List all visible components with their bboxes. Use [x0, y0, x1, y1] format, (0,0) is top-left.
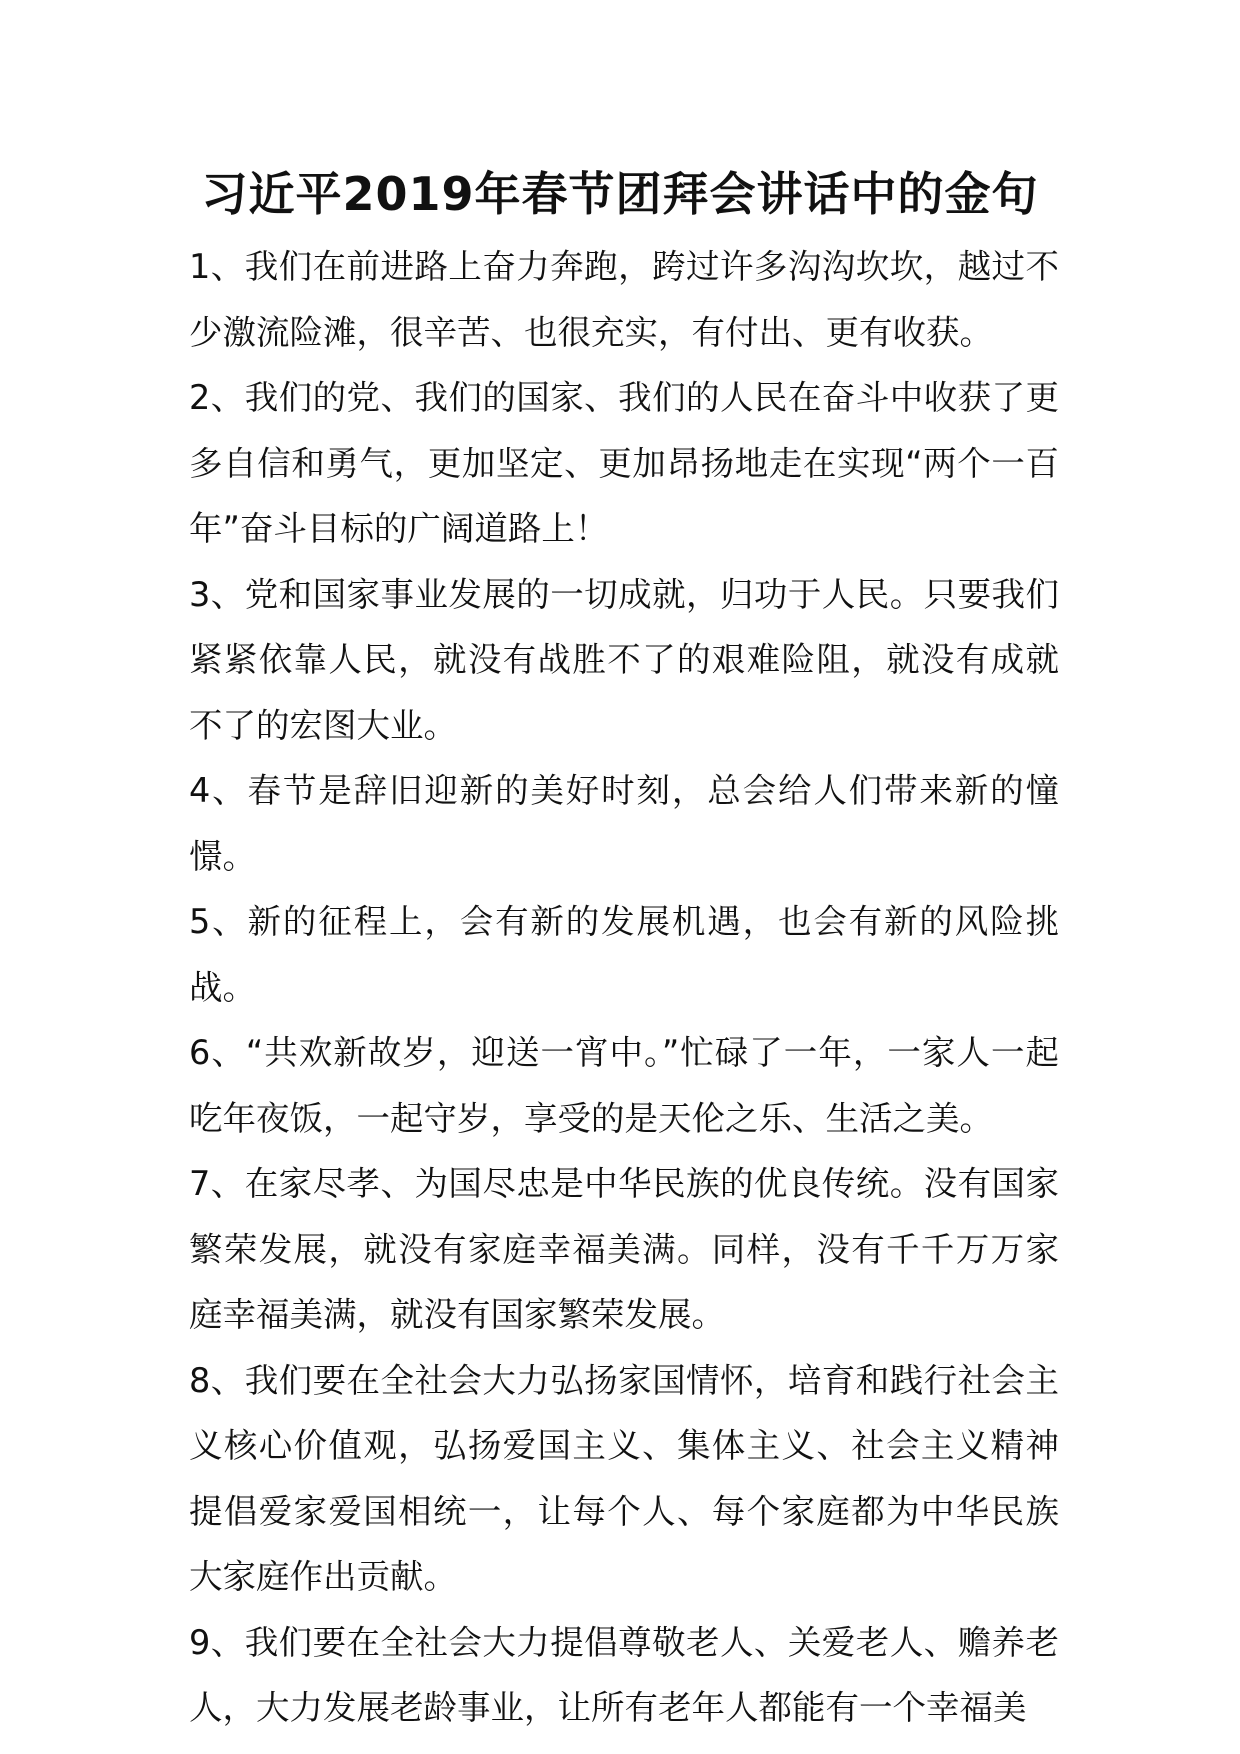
paragraph-5: 5、新的征程上，会有新的发展机遇，也会有新的风险挑战。: [189, 902, 1059, 1007]
document-title: 习近平2019年春节团拜会讲话中的金句: [201, 167, 1039, 221]
paragraph-2: 2、我们的党、我们的国家、我们的人民在奋斗中收获了更多自信和勇气，更加坚定、更加昂扬地走在实现“两个一百年”奋斗目标的广阔道路上！: [189, 378, 1059, 548]
paragraph-3: 3、党和国家事业发展的一切成就，归功于人民。只要我们紧紧依靠人民，就没有战胜不了的艰难险阻，就没有成就不了的宏图大业。: [189, 574, 1059, 745]
paragraph-9: 9、我们要在全社会大力提倡尊敬老人、关爱老人、赡养老人，大力发展老龄事业，让所有老年人都能有一个幸福美: [189, 1622, 1059, 1727]
paragraph-7: 7、在家尽孝、为国尽忠是中华民族的优良传统。没有国家繁荣发展，就没有家庭幸福美满。同样，没有千千万万家庭幸福美满，就没有国家繁荣发展。: [189, 1164, 1059, 1334]
paragraph-4: 4、春节是辞旧迎新的美好时刻，总会给人们带来新的憧憬。: [189, 771, 1059, 876]
paragraph-8: 8、我们要在全社会大力弘扬家国情怀，培育和践行社会主义核心价值观，弘扬爱国主义、集体主义、社会主义精神提倡爱家爱国相统一，让每个人、每个家庭都为中华民族大家庭作出贡献。: [189, 1360, 1059, 1596]
paragraph-1: 1、我们在前进路上奋力奔跑，跨过许多沟沟坎坎，越过不少激流险滩，很辛苦、也很充实，有付出、更有收获。: [189, 247, 1059, 352]
paragraph-6: 6、“共欢新故岁，迎送一宵中。”忙碌了一年，一家人一起吃年夜饭，一起守岁，享受的是天伦之乐、生活之美。: [189, 1033, 1059, 1138]
document-body: [189, 234, 1059, 1741]
